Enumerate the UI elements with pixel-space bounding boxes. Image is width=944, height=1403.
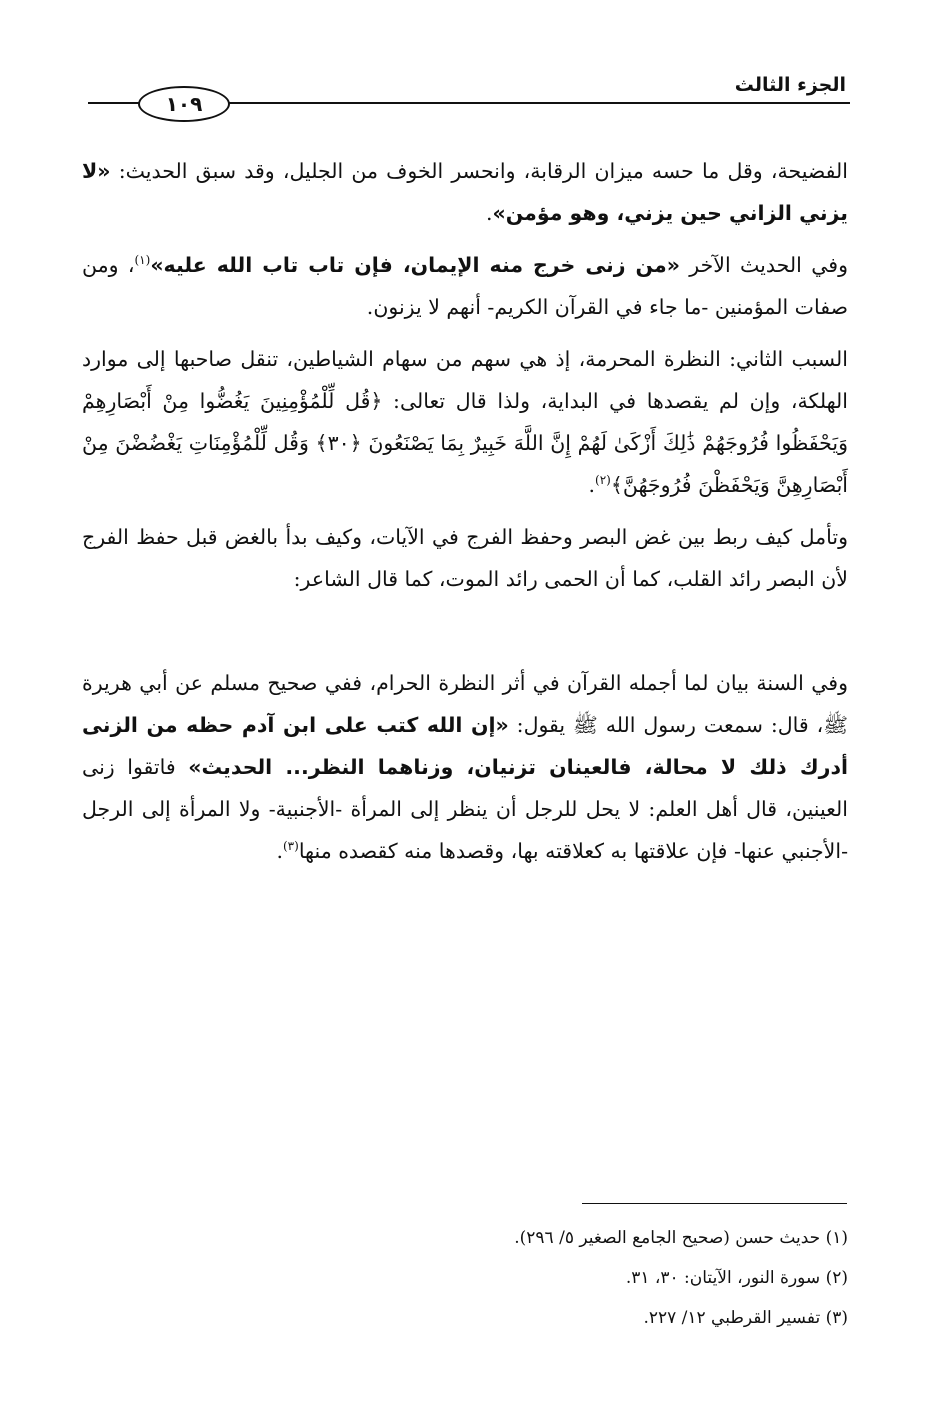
footnote-ref-2: (٢) [595,473,611,488]
p4-text: وتأمل كيف ربط بين غض البصر وحفظ الفرج في الآيات، وكيف بدأ بالغض قبل حفظ الفرج لأن البصر رائد القلب، كما أن الحمى رائد الموت، كما قال الشاعر: [82,525,848,591]
hadith-quote-2: «من زنى خرج منه الإيمان، فإن تاب تاب الله عليه» [150,253,680,277]
quran-verse: ﴿قُل لِّلْمُؤْمِنِينَ يَغُضُّوا مِنْ أَبْصَارِهِمْ وَيَحْفَظُوا فُرُوجَهُمْ ذَٰلِكَ أَزْكَىٰ لَهُمْ إِنَّ اللَّهَ خَبِيرٌ بِمَا يَصْنَعُونَ ﴿٣٠﴾ وَقُل لِّلْمُؤْمِنَاتِ يَغْضُضْنَ مِنْ أَبْصَارِهِنَّ وَيَحْفَظْنَ فُرُوجَهُنَّ﴾ [82,389,848,497]
paragraph-5 [82,662,848,872]
p5-final: . [276,839,283,863]
p2-start: وفي الحديث الآخر [679,253,848,277]
p5-start: وفي السنة بيان لما أجمله القرآن في أثر النظرة الحرام، ففي صحيح مسلم عن أبي هريرة ﷺ، قال: سمعت رسول الله ﷺ يقول: [82,671,848,737]
footnote-separator [582,1203,847,1204]
p1-text: الفضيحة، وقل ما حسه ميزان الرقابة، وانحسر الخوف من الجليل، وقد سبق الحديث: [110,159,848,183]
hadith-quote-1: «لا يزني الزاني حين يزني، وهو مؤمن» [82,159,848,225]
page-header [80,66,850,126]
p3-end: . [588,473,596,497]
paragraph-4 [82,516,848,600]
p3-start: السبب الثاني: النظرة المحرمة، إذ هي سهم من سهام الشياطين، تنقل صاحبها إلى موارد الهلكة، وإن لم يقصدها في البداية، ولذا قال تعالى: [82,347,848,413]
running-title: الجزء الثالث [734,74,846,96]
footnote-ref-1: (١) [134,253,151,268]
footnote-3: (٣) تفسير القرطبي ١٢/ ٢٢٧. [643,1308,848,1328]
footnotes [148,1218,848,1338]
footnote-2: (٢) سورة النور، الآيتان: ٣٠، ٣١. [625,1268,848,1288]
page-number: ١٠٩ [138,86,230,122]
hadith-quote-3: «إن الله كتب على ابن آدم حظه من الزنى أدرك ذلك لا محالة، فالعينان تزنيان، وزناهما النظر... الحديث» [82,713,848,779]
poetry-verse [82,610,848,646]
footnote-1: (١) حديث حسن (صحيح الجامع الصغير ٥/ ٢٩٦). [514,1228,848,1248]
main-text [82,150,848,882]
paragraph-3 [82,338,848,506]
p2-end: ، ومن صفات المؤمنين -ما جاء في القرآن الكريم- أنهم لا يزنون. [82,253,848,319]
p5-end: فاتقوا زنى العينين، قال أهل العلم: لا يحل للرجل أن ينظر إلى المرأة -الأجنبية- ولا المرأة إلى الرجل -الأجنبي عنها- فإن علاقتها به كعلاقته بها، وقصدها منه كقصده منها [82,755,848,863]
p1-end: . [485,201,493,225]
paragraph-2 [82,244,848,328]
paragraph-1 [82,150,848,234]
footnote-ref-3: (٣) [282,839,299,854]
